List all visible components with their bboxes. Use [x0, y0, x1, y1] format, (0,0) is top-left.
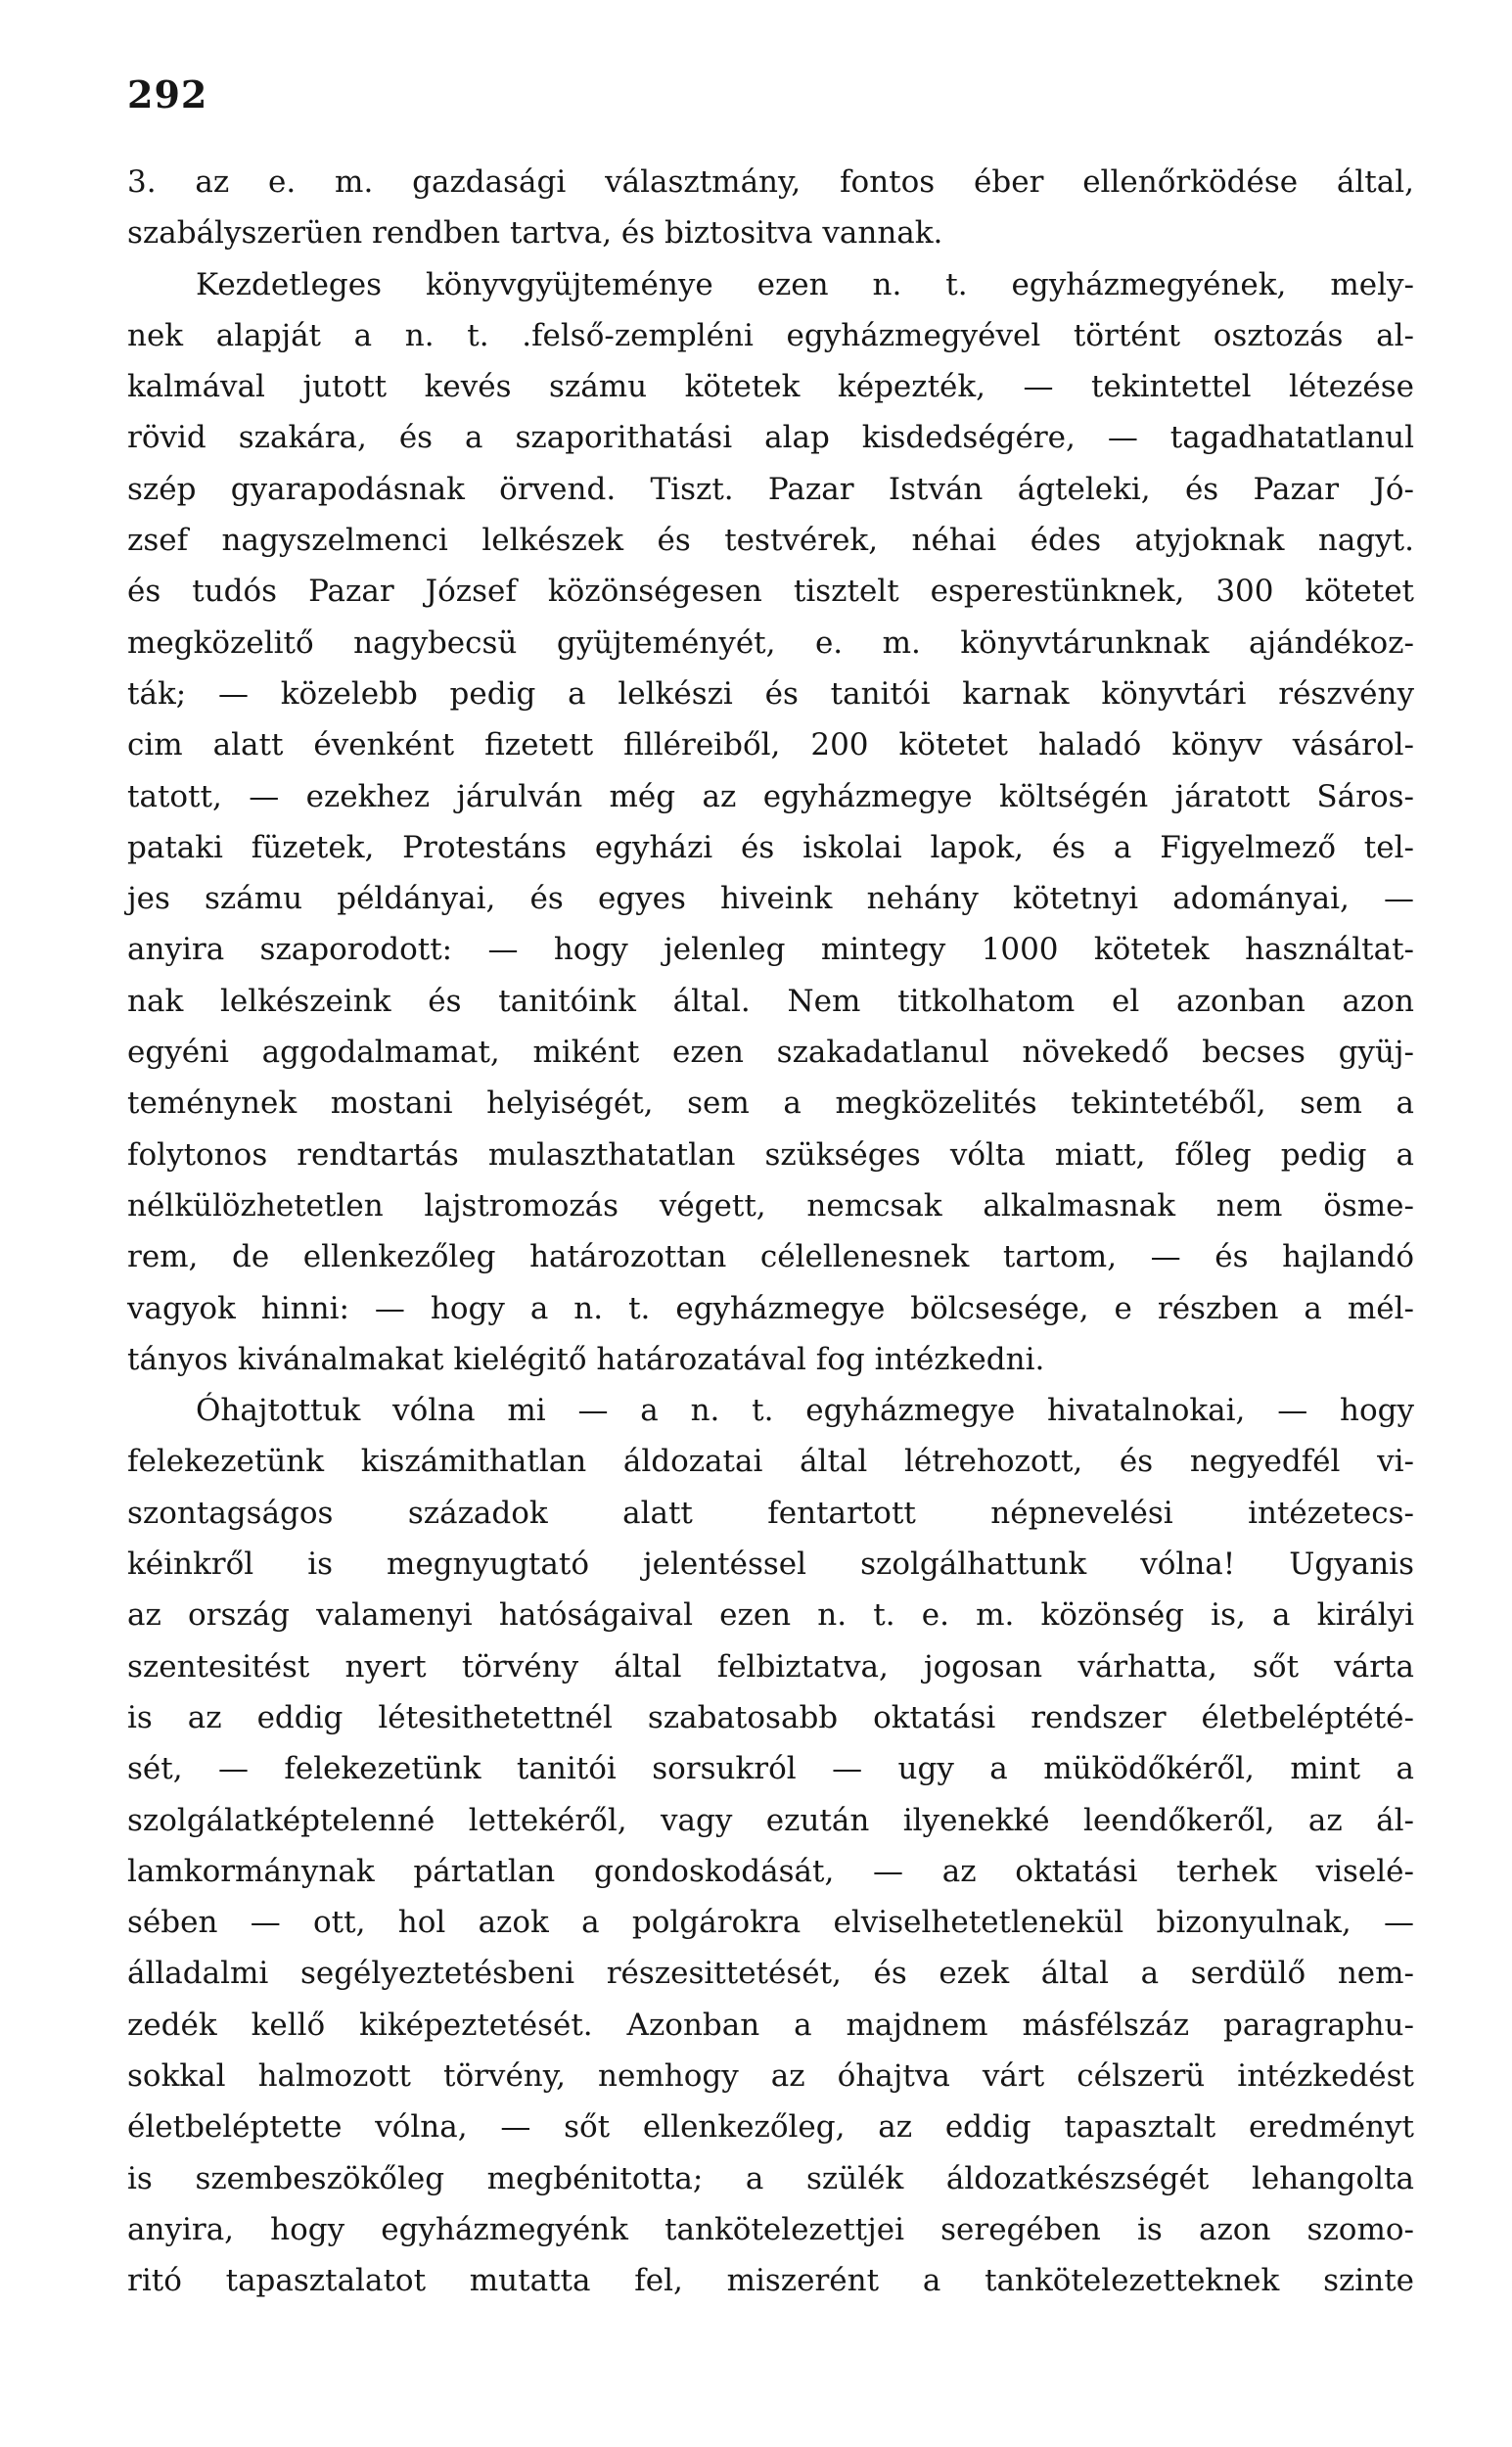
text-line: szentesitést nyert törvény által felbiztatva, jogosan várhatta, sőt várta [127, 1648, 1414, 1685]
text-line: rem, de ellenkezőleg határozottan célellenesnek tartom, — és hajlandó [127, 1239, 1414, 1275]
text-line: 3. az e. m. gazdasági választmány, fontos éber ellenőrködése által, [127, 164, 1414, 200]
text-line: Óhajtottuk vólna mi — a n. t. egyházmegye hivatalnokai, — hogy [196, 1393, 1414, 1429]
text-line: nak lelkészeink és tanitóink által. Nem titkolhatom el azonban azon [127, 983, 1414, 1019]
text-line: szép gyarapodásnak örvend. Tiszt. Pazar István ágteleki, és Pazar Jó- [127, 471, 1414, 507]
text-line: álladalmi segélyeztetésbeni részesittetését, és ezek által a serdülő nem- [127, 1956, 1414, 1992]
page-number: 292 [127, 72, 208, 116]
text-line: szontagságos századok alatt fentartott népnevelési intézetecs- [127, 1495, 1414, 1531]
text-line: felekezetünk kiszámithatlan áldozatai által létrehozott, és negyedfél vi- [127, 1444, 1414, 1480]
text-line: cim alatt évenként fizetett filléreiből, 200 kötetet haladó könyv vásárol- [127, 727, 1414, 763]
text-line: Kezdetleges könyvgyüjteménye ezen n. t. egyházmegyének, mely- [196, 266, 1414, 302]
text-line: is az eddig létesithetettnél szabatosabb oktatási rendszer életbeléptété- [127, 1699, 1414, 1735]
text-line: ták; — közelebb pedig a lelkészi és tanitói karnak könyvtári részvény [127, 675, 1414, 712]
text-line: is szembeszökőleg megbénitotta; a szülék áldozatkészségét lehangolta [127, 2160, 1414, 2196]
text-line: jes számu példányai, és egyes hiveink nehány kötetnyi adományai, — [127, 881, 1414, 917]
text-line: egyéni aggodalmamat, miként ezen szakadatlanul növekedő becses gyüj- [127, 1035, 1414, 1071]
text-line: az ország valamenyi hatóságaival ezen n. t. e. m. közönség is, a királyi [127, 1597, 1414, 1634]
text-line: folytonos rendtartás mulaszthatatlan szükséges vólta miatt, főleg pedig a [127, 1136, 1414, 1173]
text-line: zsef nagyszelmenci lelkészek és testvérek, néhai édes atyjoknak nagyt. [127, 523, 1414, 559]
text-line: szabályszerüen rendben tartva, és biztositva vannak. [127, 215, 943, 252]
text-line: tatott, — ezekhez járulván még az egyházmegye költségén járatott Sáros- [127, 778, 1414, 814]
body-text [127, 157, 1414, 2306]
text-line: rövid szakára, és a szaporithatási alap kisdedségére, — tagadhatatlanul [127, 420, 1414, 456]
text-line: sében — ott, hol azok a polgárokra elviselhetetlenekül bizonyulnak, — [127, 1905, 1414, 1941]
text-line: és tudós Pazar József közönségesen tisztelt esperestünknek, 300 kötetet [127, 574, 1414, 610]
text-line: életbeléptette vólna, — sőt ellenkezőleg, az eddig tapasztalt eredményt [127, 2109, 1414, 2146]
text-line: vagyok hinni: — hogy a n. t. egyházmegye bölcsesége, e részben a mél- [127, 1290, 1414, 1326]
text-line: tányos kivánalmakat kielégitő határozatával fog intézkedni. [127, 1341, 1045, 1377]
text-line: lamkormánynak pártatlan gondoskodását, — az oktatási terhek viselé- [127, 1853, 1414, 1889]
text-line: kéinkről is megnyugtató jelentéssel szolgálhattunk vólna! Ugyanis [127, 1547, 1414, 1583]
text-line: sét, — felekezetünk tanitói sorsukról — ugy a müködőkéről, mint a [127, 1751, 1414, 1787]
text-line: nélkülözhetetlen lajstromozás végett, nemcsak alkalmasnak nem ösme- [127, 1187, 1414, 1224]
text-line: megközelitő nagybecsü gyüjteményét, e. m. könyvtárunknak ajándékoz- [127, 624, 1414, 661]
text-line: ritó tapasztalatot mutatta fel, miszerént a tankötelezetteknek szinte [127, 2263, 1414, 2299]
text-line: kalmával jutott kevés számu kötetek képezték, — tekintettel létezése [127, 369, 1414, 405]
text-line: szolgálatképtelenné lettekéről, vagy ezután ilyenekké leendőkeről, az ál- [127, 1802, 1414, 1838]
text-line: anyira, hogy egyházmegyénk tankötelezettjei seregében is azon szomo- [127, 2211, 1414, 2247]
text-line: anyira szaporodott: — hogy jelenleg mintegy 1000 kötetek használtat- [127, 932, 1414, 968]
text-line: nek alapját a n. t. .felső-zempléni egyházmegyével történt osztozás al- [127, 317, 1414, 353]
text-line: pataki füzetek, Protestáns egyházi és iskolai lapok, és a Figyelmező tel- [127, 829, 1414, 865]
text-line: sokkal halmozott törvény, nemhogy az óhajtva várt célszerü intézkedést [127, 2057, 1414, 2094]
text-line: zedék kellő kiképeztetését. Azonban a majdnem másfélszáz paragraphu- [127, 2007, 1414, 2043]
text-line: teménynek mostani helyiségét, sem a megközelités tekintetéből, sem a [127, 1085, 1414, 1122]
